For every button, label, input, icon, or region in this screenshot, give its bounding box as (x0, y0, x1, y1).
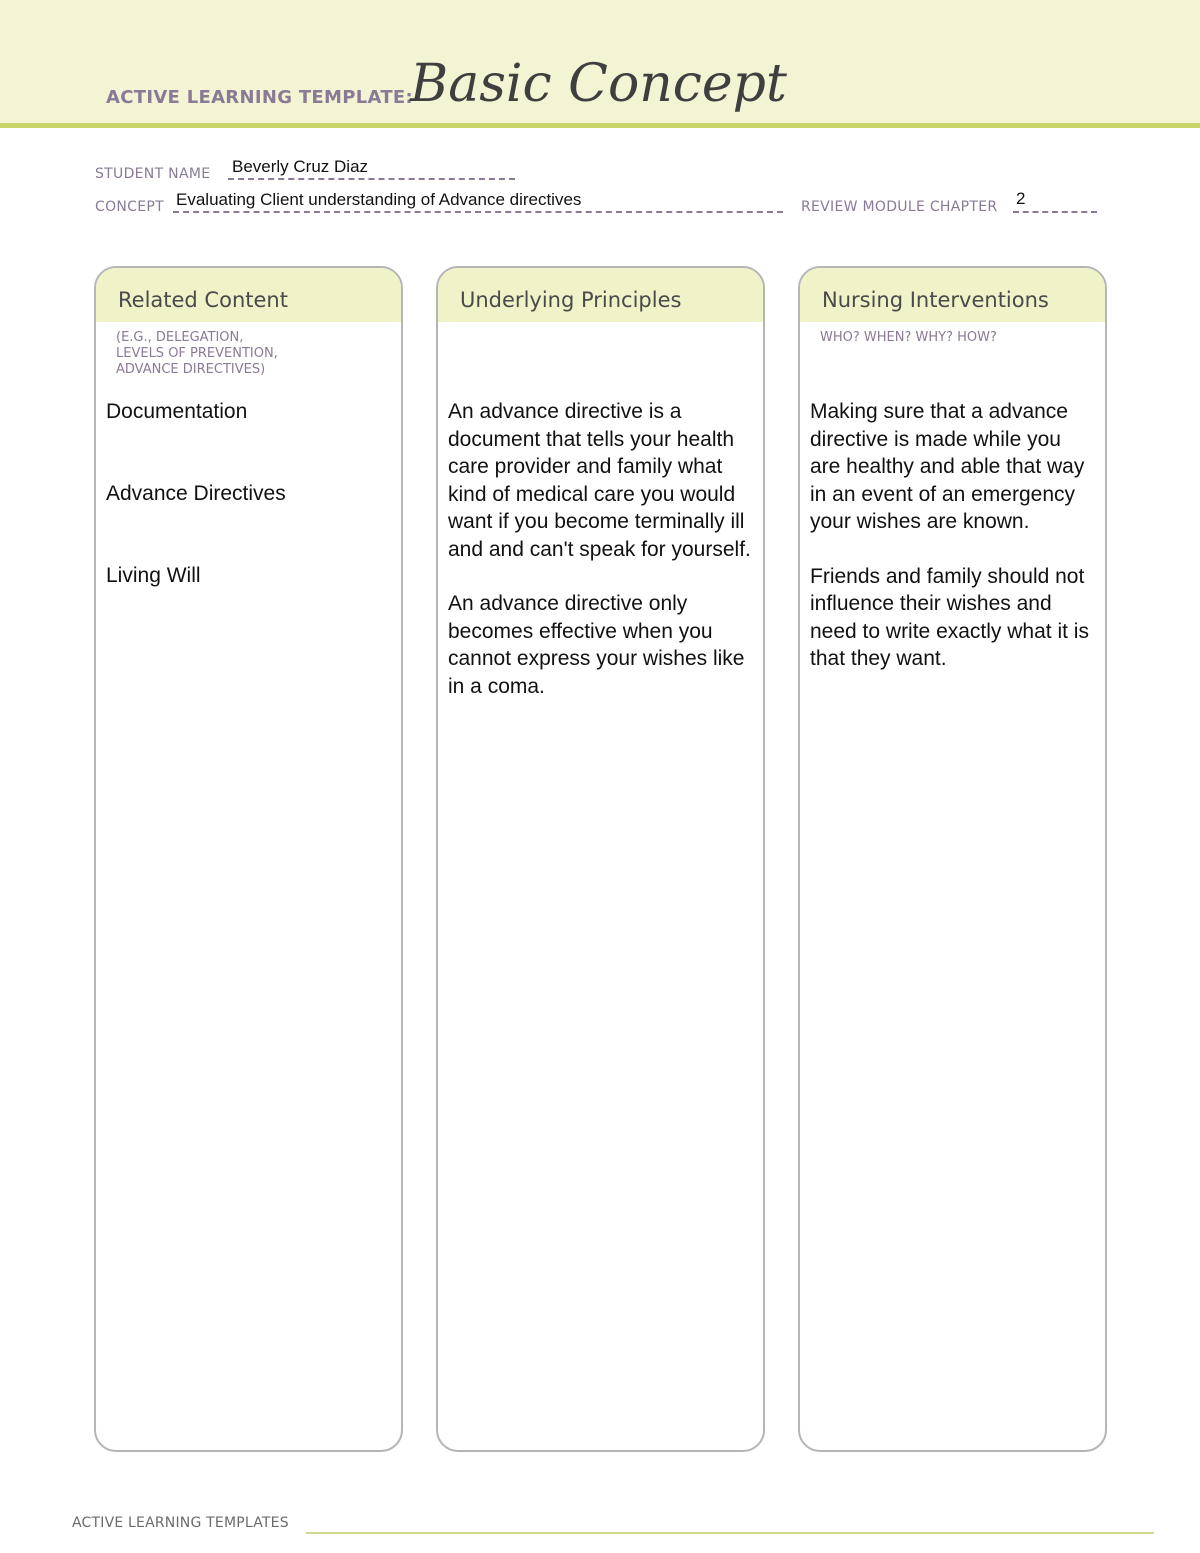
intervention-paragraph: Friends and family should not influence their wishes and need to write exactly what it is that they want. (810, 564, 1089, 670)
concept-field[interactable]: Evaluating Client understanding of Advance directives (176, 190, 582, 209)
footer-rule (306, 1532, 1154, 1534)
related-item: Advance Directives (106, 482, 286, 505)
related-content-header (96, 268, 401, 322)
concept-line (173, 211, 783, 213)
nursing-interventions-panel (798, 266, 1107, 1452)
student-name-line (228, 178, 515, 180)
related-content-panel (94, 266, 403, 1452)
underlying-principles-body[interactable] (448, 398, 755, 727)
concept-label: CONCEPT (95, 199, 164, 215)
template-label: ACTIVE LEARNING TEMPLATE: (106, 87, 413, 108)
principle-paragraph: An advance directive only becomes effective when you cannot express your wishes like in a coma. (448, 592, 745, 698)
related-content-body[interactable] (106, 398, 393, 644)
template-title: Basic Concept (410, 54, 787, 114)
nursing-interventions-body[interactable] (810, 398, 1097, 700)
intervention-paragraph: Making sure that a advance directive is made while you are healthy and able that way in an event of an emergency your wishes are known. (810, 400, 1085, 533)
header-rule (0, 123, 1200, 128)
review-module-field[interactable]: 2 (1016, 189, 1026, 208)
underlying-principles-header (438, 268, 763, 322)
student-name-field[interactable]: Beverly Cruz Diaz (232, 157, 369, 176)
underlying-principles-panel (436, 266, 765, 1452)
related-item: Living Will (106, 564, 201, 587)
review-module-label: REVIEW MODULE CHAPTER (801, 199, 998, 215)
nursing-interventions-header (800, 268, 1105, 322)
related-item: Documentation (106, 400, 248, 423)
underlying-principles-title: Underlying Principles (460, 288, 682, 312)
related-content-hint: (E.G., DELEGATION, LEVELS OF PREVENTION, ADVANCE DIRECTIVES) (116, 330, 278, 377)
principle-paragraph: An advance directive is a document that tells your health care provider and family what kind of medical care you would want if you become terminally ill and and can't speak for yourself. (448, 400, 751, 561)
footer-label: ACTIVE LEARNING TEMPLATES (72, 1515, 289, 1531)
student-name-label: STUDENT NAME (95, 166, 211, 182)
nursing-interventions-hint: WHO? WHEN? WHY? HOW? (820, 330, 997, 345)
review-module-line (1013, 211, 1097, 213)
nursing-interventions-title: Nursing Interventions (822, 288, 1049, 312)
related-content-title: Related Content (118, 288, 288, 312)
